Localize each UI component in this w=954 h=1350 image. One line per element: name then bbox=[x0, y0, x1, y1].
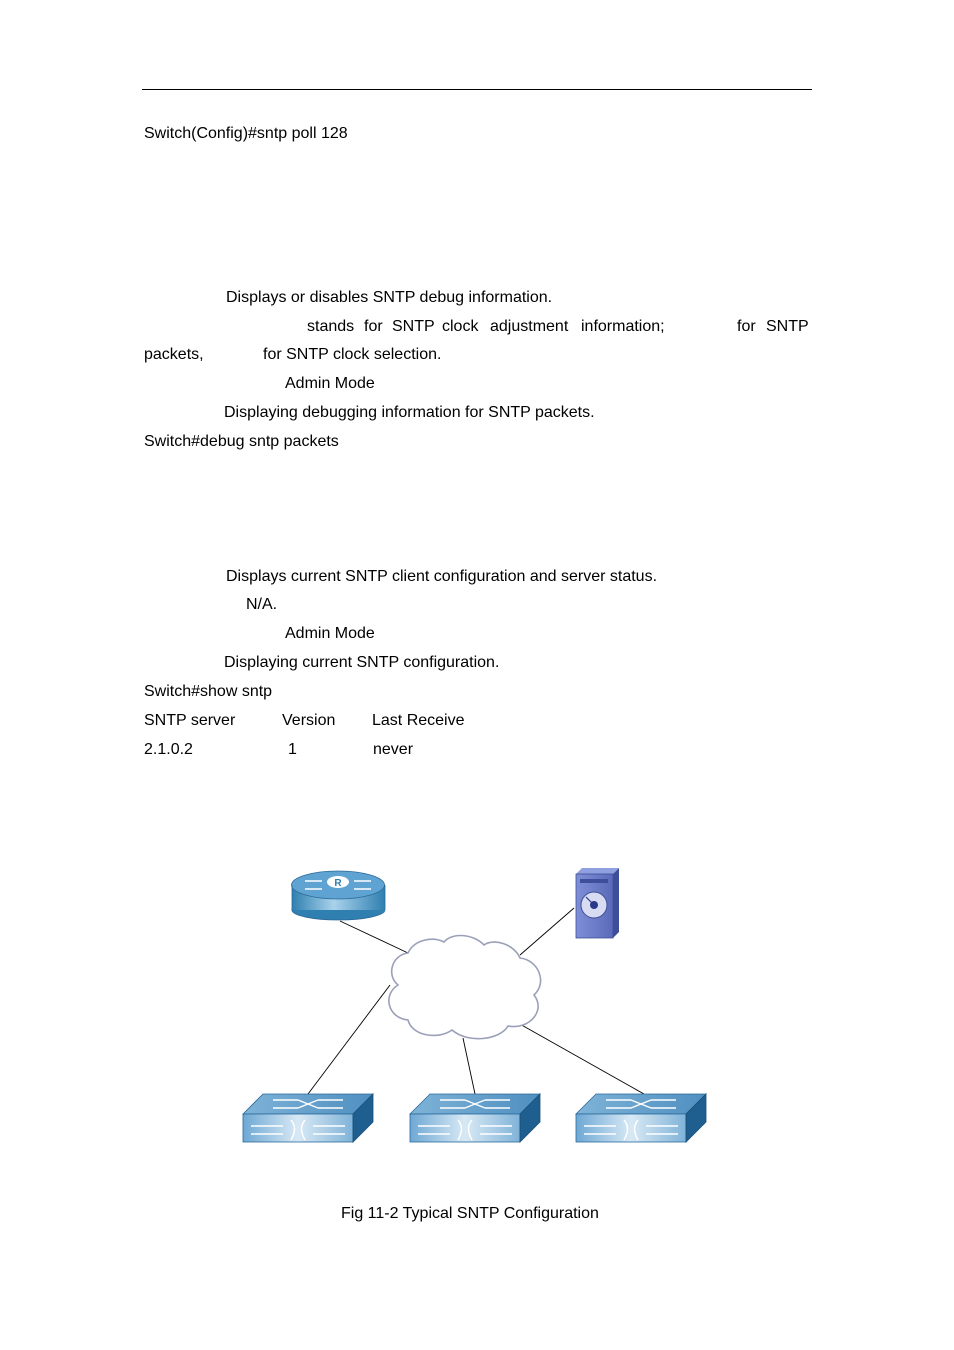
debug-command-mode: Admin Mode bbox=[285, 375, 375, 392]
cell-version: 1 bbox=[288, 741, 297, 758]
debug-parameter-line2a: packets, bbox=[144, 346, 204, 363]
debug-parameter-line2b: for SNTP clock selection. bbox=[263, 346, 442, 363]
link-server-cloud bbox=[520, 908, 574, 955]
word: SNTP bbox=[392, 318, 435, 335]
link-cloud-switch-left bbox=[308, 985, 390, 1094]
show-command-mode: Admin Mode bbox=[285, 625, 375, 642]
word: for bbox=[364, 318, 383, 335]
word: clock bbox=[442, 318, 479, 335]
column-header-server: SNTP server bbox=[144, 712, 236, 729]
network-cloud-icon bbox=[389, 936, 541, 1039]
debug-function-text: Displays or disables SNTP debug information. bbox=[226, 289, 553, 306]
word: adjustment bbox=[490, 318, 569, 335]
poll-command: Switch(Config)#sntp poll 128 bbox=[144, 125, 348, 142]
word: for bbox=[737, 318, 756, 335]
debug-example-text: Displaying debugging information for SNTP packets. bbox=[224, 404, 595, 421]
link-cloud-switch-right bbox=[518, 1023, 644, 1094]
show-parameter-text: N/A. bbox=[246, 596, 278, 613]
switch-icon bbox=[243, 1094, 373, 1142]
cell-last-receive: never bbox=[373, 741, 414, 758]
column-header-version: Version bbox=[282, 712, 336, 729]
svg-text:R: R bbox=[334, 878, 342, 889]
show-function-text: Displays current SNTP client configuration and server status. bbox=[226, 568, 658, 585]
switch-icon bbox=[410, 1094, 540, 1142]
link-router-cloud bbox=[340, 921, 408, 953]
router-icon bbox=[292, 871, 386, 920]
time-server-icon bbox=[576, 868, 619, 938]
column-header-last-receive: Last Receive bbox=[372, 712, 465, 729]
switch-icon bbox=[576, 1094, 706, 1142]
cell-server: 2.1.0.2 bbox=[144, 741, 193, 758]
show-command: Switch#show sntp bbox=[144, 683, 273, 700]
link-cloud-switch-middle bbox=[463, 1038, 475, 1094]
word: SNTP bbox=[766, 318, 809, 335]
debug-command: Switch#debug sntp packets bbox=[144, 433, 339, 450]
figure-caption: Fig 11-2 Typical SNTP Configuration bbox=[341, 1205, 599, 1222]
show-example-text: Displaying current SNTP configuration. bbox=[224, 654, 500, 671]
word: stands bbox=[307, 318, 355, 335]
word: information; bbox=[581, 318, 665, 335]
